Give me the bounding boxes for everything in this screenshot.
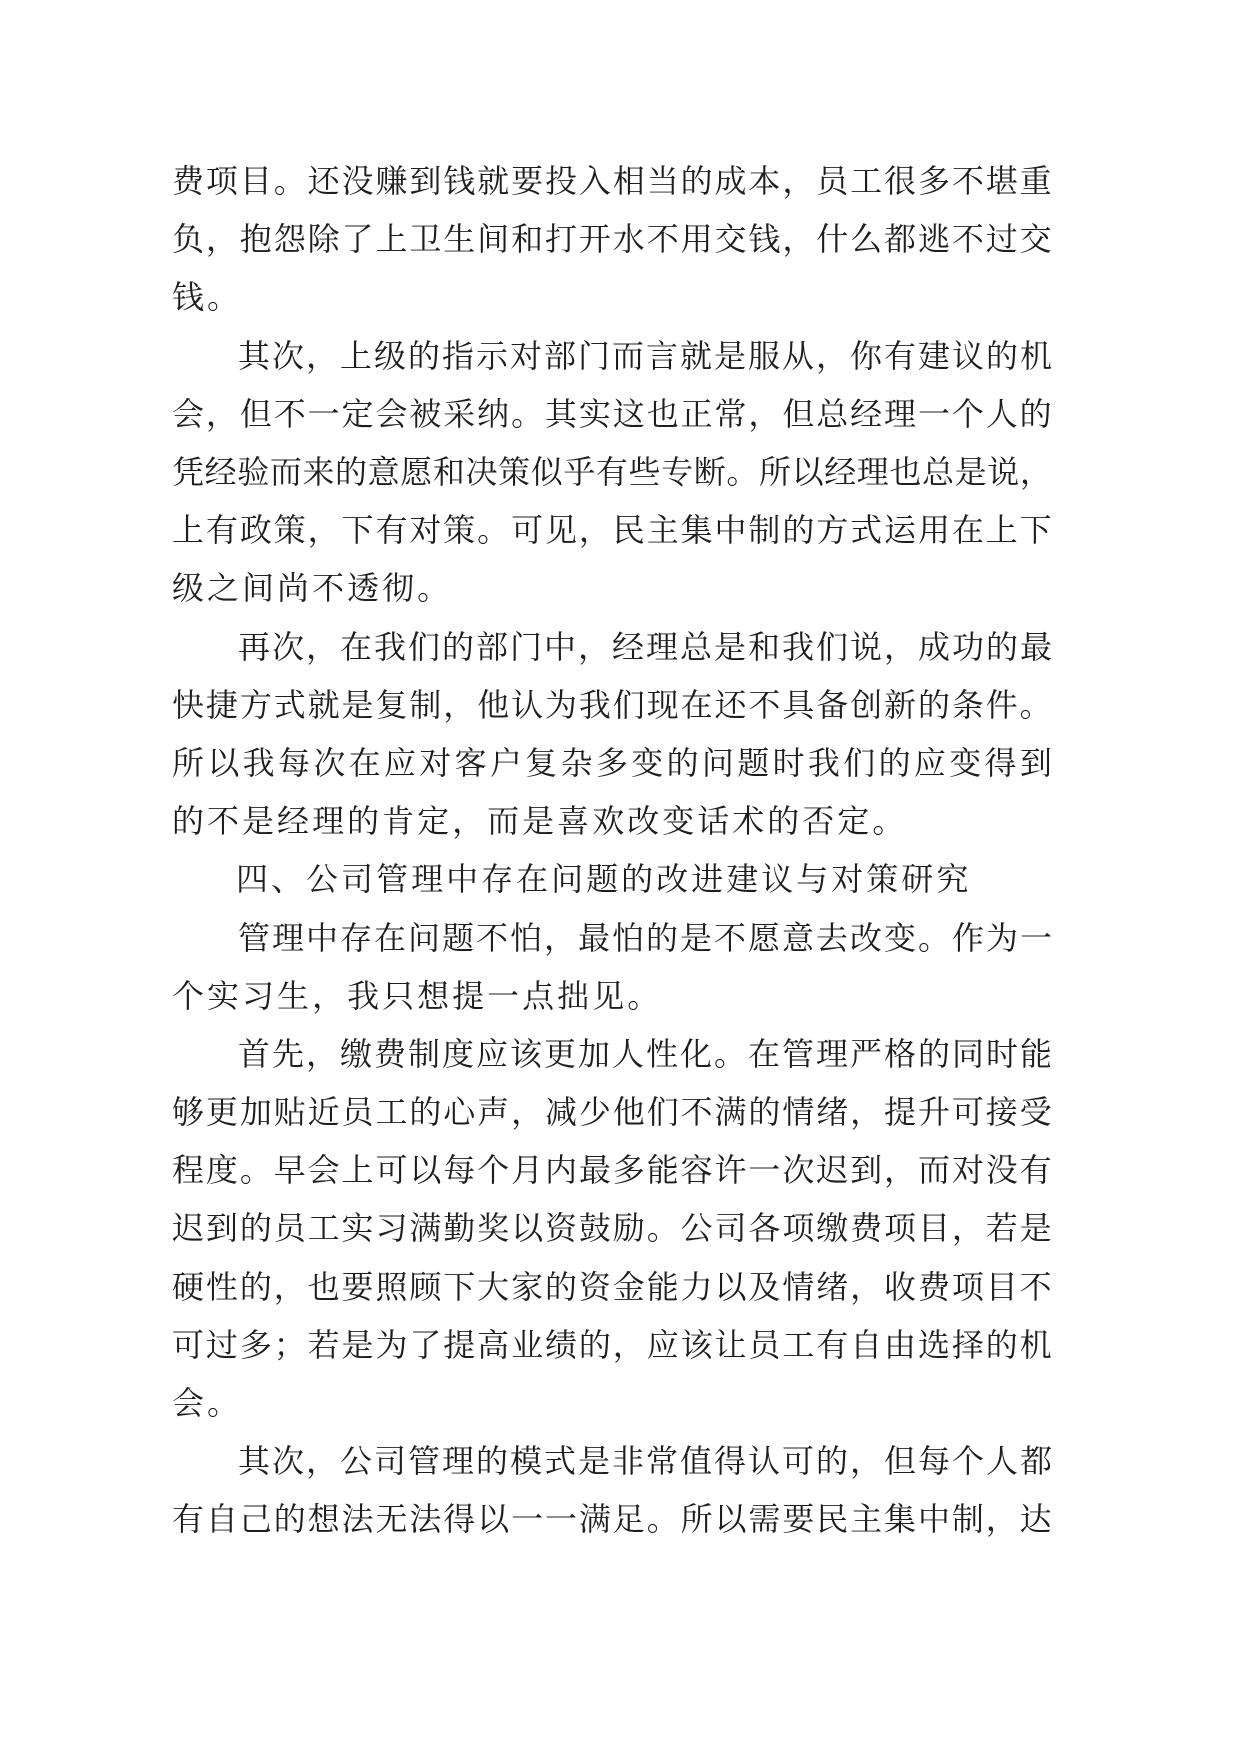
text-line: 硬 性 的 ， 也 要 照 顾 下 大 家 的 资 金 能 力 以 及 情 绪 ， 收 费 项 目 不 xyxy=(172,1268,1052,1305)
text-line: 管 理 中 存 在 问 题 不 怕 ， 最 怕 的 是 不 愿 意 去 改 变 。 作 为 一 xyxy=(237,919,1052,956)
text-line: 迟 到 的 员 工 实 习 满 勤 奖 以 资 鼓 励 。 公 司 各 项 缴 费 项 目 ， 若 是 xyxy=(172,1210,1052,1247)
text-line: 的 不 是 经 理 的 肯 定 ， 而 是 喜 欢 改 变 话 术 的 否 定 。 xyxy=(172,803,905,840)
text-line: 会 ， 但 不 一 定 会 被 采 纳 。 其 实 这 也 正 常 ， 但 总 经 理 一 个 人 的 xyxy=(172,395,1052,432)
text-line: 费 项 目 。 还 没 赚 到 钱 就 要 投 入 相 当 的 成 本 ， 员 工 很 多 不 堪 重 xyxy=(172,163,1052,200)
text-line: 上 有 政 策 ， 下 有 对 策 。 可 见 ， 民 主 集 中 制 的 方 式 运 用 在 上 下 xyxy=(172,512,1052,549)
text-line: 首 先 ， 缴 费 制 度 应 该 更 加 人 性 化 。 在 管 理 严 格 的 同 时 能 xyxy=(237,1035,1052,1072)
document-content xyxy=(172,150,1052,1547)
text-line: 快 捷 方 式 就 是 复 制 ， 他 认 为 我 们 现 在 还 不 具 备 创 新 的 条 件 。 xyxy=(172,686,1052,723)
text-line: 负 ， 抱 怨 除 了 上 卫 生 间 和 打 开 水 不 用 交 钱 ， 什 么 都 逃 不 过 交 xyxy=(172,221,1052,258)
text-line: 再 次 ， 在 我 们 的 部 门 中 ， 经 理 总 是 和 我 们 说 ， 成 功 的 最 xyxy=(237,628,1052,665)
text-line: 其 次 ， 上 级 的 指 示 对 部 门 而 言 就 是 服 从 ， 你 有 建 议 的 机 xyxy=(237,337,1052,374)
text-line: 个 实 习 生 ， 我 只 想 提 一 点 拙 见 。 xyxy=(172,977,660,1014)
text-line: 会 。 xyxy=(172,1385,240,1422)
text-line: 有 自 己 的 想 法 无 法 得 以 一 一 满 足 。 所 以 需 要 民 主 集 中 制 ， 达 xyxy=(172,1501,1052,1538)
section-heading: 四 、 公 司 管 理 中 存 在 问 题 的 改 进 建 议 与 对 策 研 究 xyxy=(236,861,969,898)
text-line: 钱 。 xyxy=(172,279,240,316)
text-line: 所 以 我 每 次 在 应 对 客 户 复 杂 多 变 的 问 题 时 我 们 的 应 变 得 到 xyxy=(172,744,1052,781)
text-line: 其 次 ， 公 司 管 理 的 模 式 是 非 常 值 得 认 可 的 ， 但 每 个 人 都 xyxy=(237,1443,1052,1480)
text-line: 可 过 多 ； 若 是 为 了 提 高 业 绩 的 ， 应 该 让 员 工 有 自 由 选 择 的 机 xyxy=(172,1326,1052,1363)
text-line: 凭 经 验 而 来 的 意 愿 和 决 策 似 乎 有 些 专 断 。 所 以 经 理 也 总 是 说 ， xyxy=(172,454,1052,491)
text-line: 够 更 加 贴 近 员 工 的 心 声 ， 减 少 他 们 不 满 的 情 绪 ， 提 升 可 接 受 xyxy=(172,1094,1052,1131)
text-line: 级 之 间 尚 不 透 彻 。 xyxy=(172,570,450,607)
text-line: 程 度 。 早 会 上 可 以 每 个 月 内 最 多 能 容 许 一 次 迟 到 ， 而 对 没 有 xyxy=(172,1152,1052,1189)
